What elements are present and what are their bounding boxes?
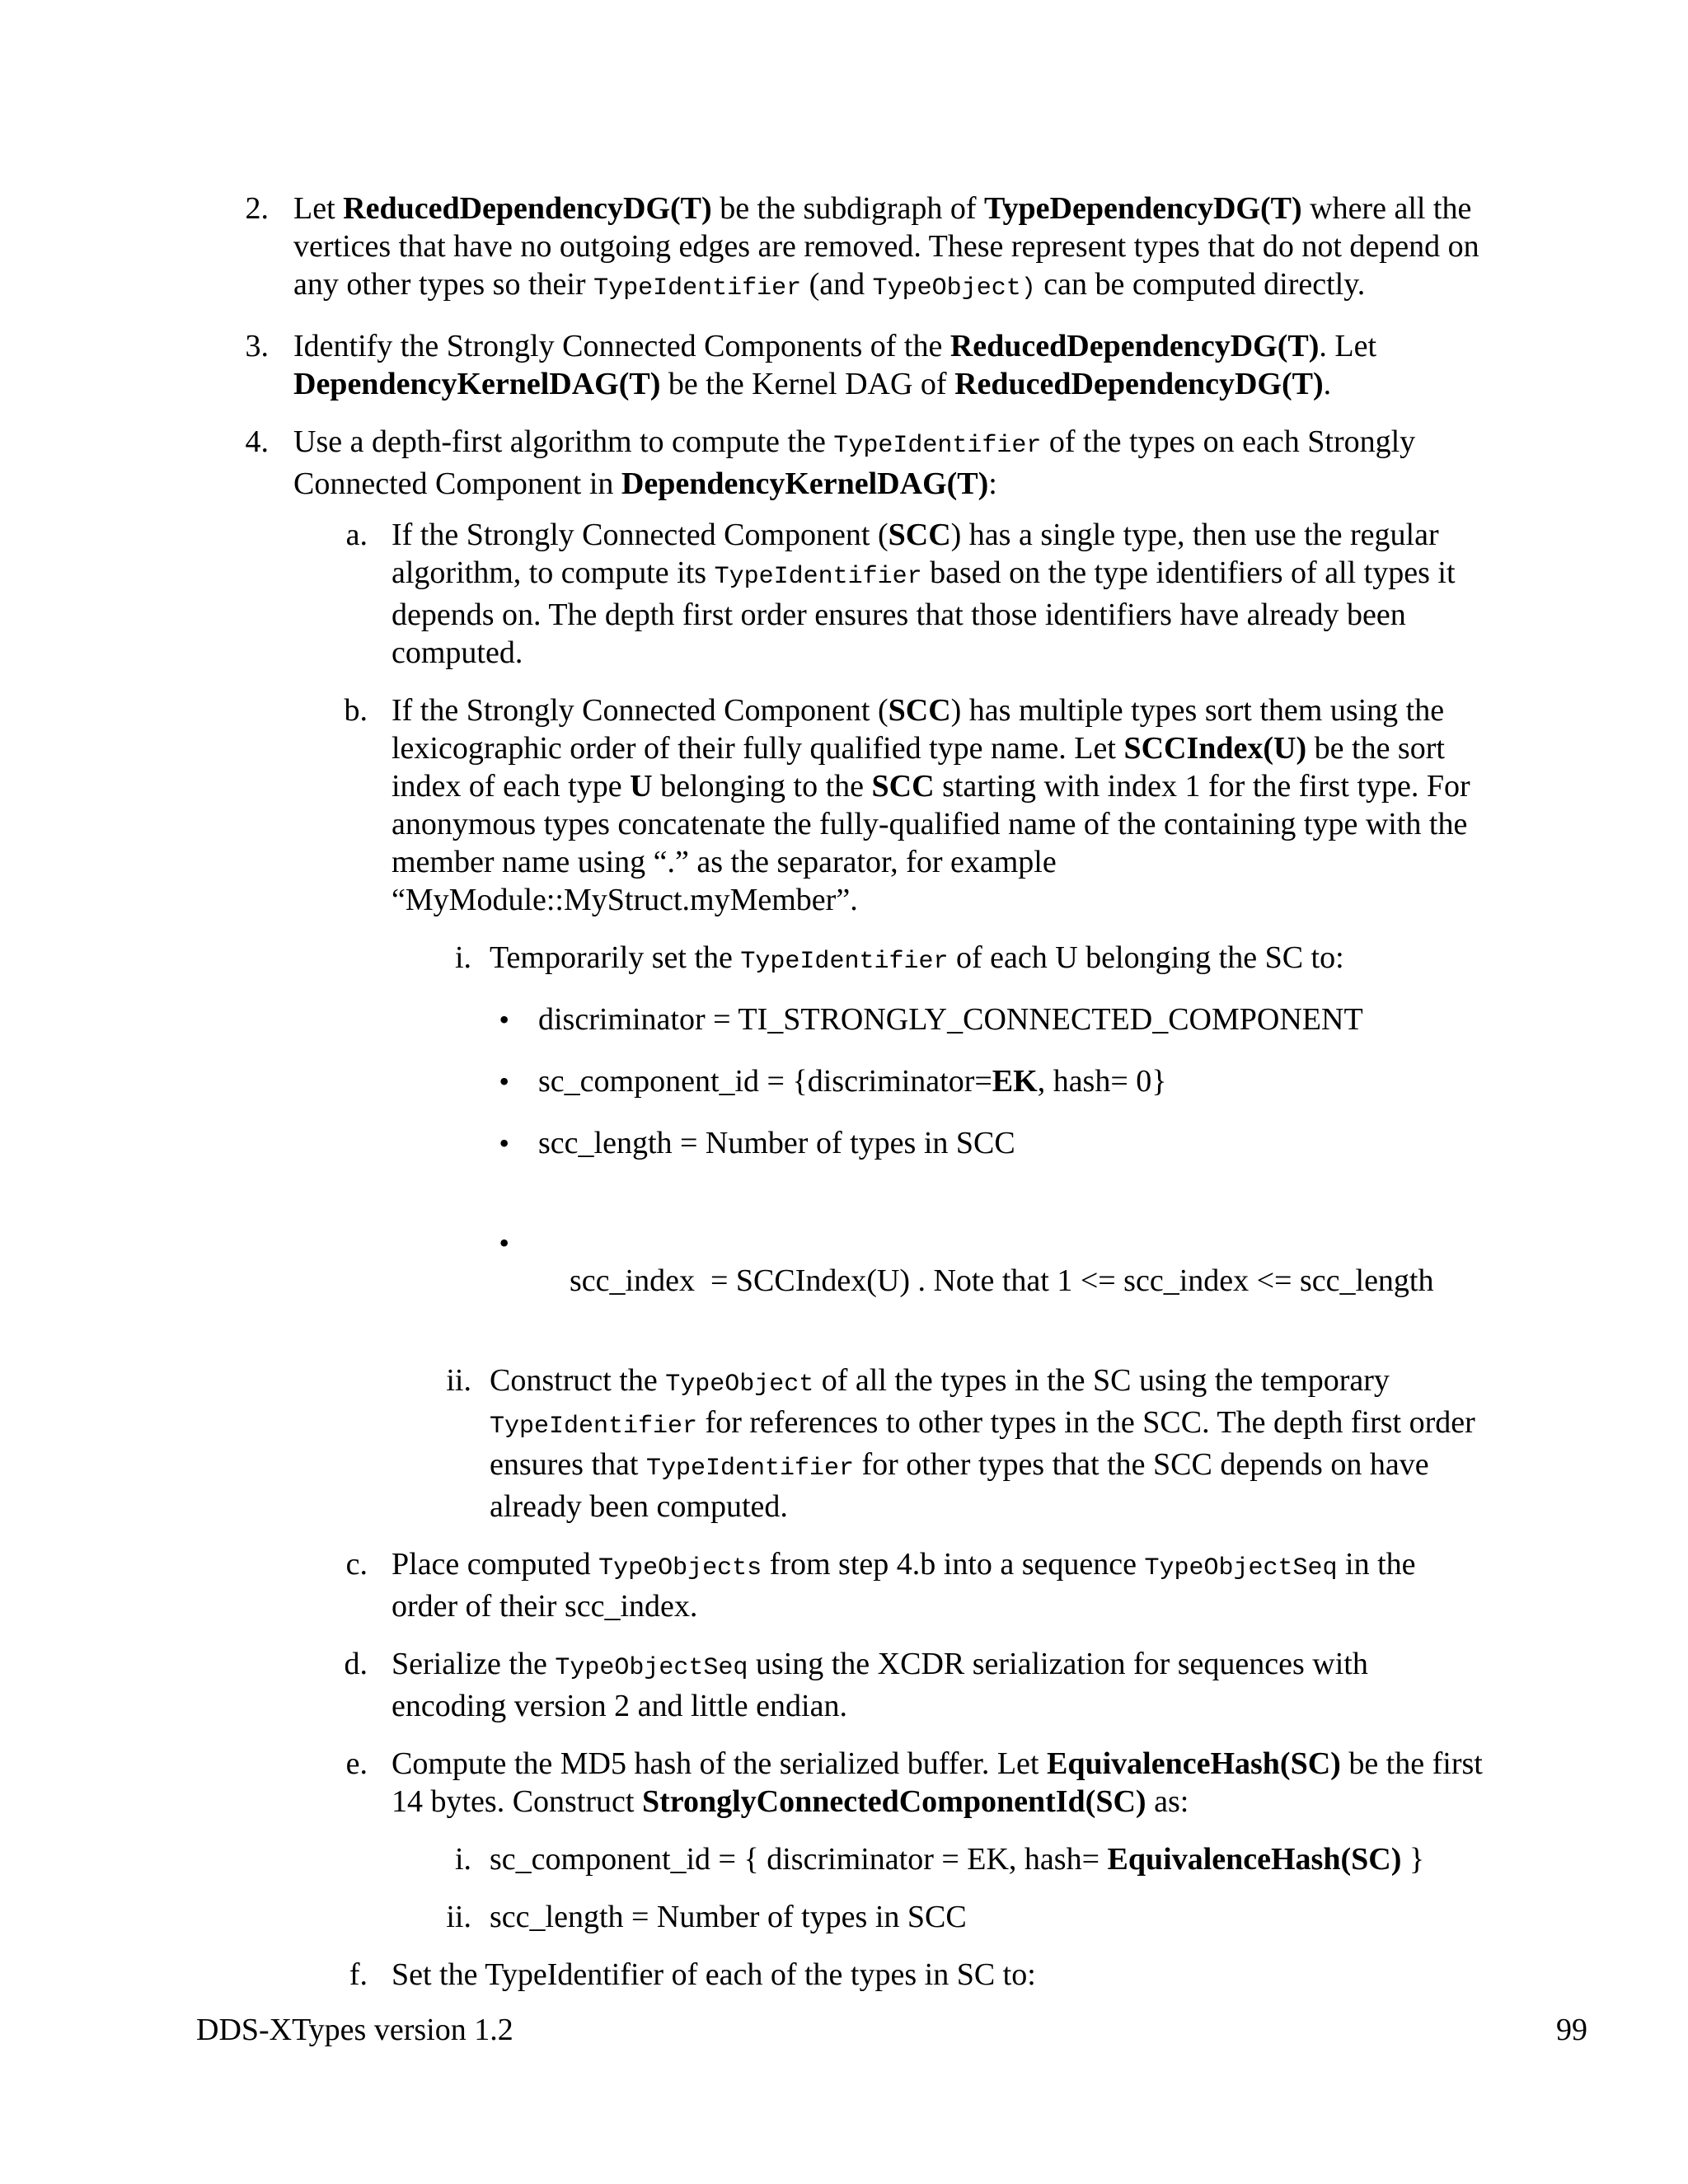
text: : [988, 466, 997, 501]
bullet-glyph: • [499, 1127, 509, 1160]
list-number: 2. [245, 191, 269, 226]
list-number: 3. [245, 329, 269, 363]
code-term: TypeIdentifier [490, 1413, 698, 1441]
bullet-item [0, 1124, 1490, 1162]
bold-term: ReducedDependencyDG(T) [343, 191, 712, 226]
bold-term: SCCIndex(U) [1123, 731, 1307, 766]
text: Identify the Strongly Connected Components of the [293, 329, 950, 363]
text: sc_component_id = { discriminator = EK, hash= [490, 1842, 1108, 1877]
list-letter: b. [344, 693, 368, 728]
code-term: TypeObjects [598, 1554, 762, 1582]
footer-title: DDS-XTypes version 1.2 [196, 2013, 513, 2047]
bold-term: SCC [871, 769, 935, 804]
list-item-step-4c [0, 1545, 1488, 1625]
list-item-step-4a [0, 516, 1488, 672]
text: (and [801, 267, 873, 302]
text: } [1401, 1842, 1425, 1877]
list-item-step-4b-i [0, 939, 1489, 981]
bold-term: EK [992, 1064, 1038, 1099]
page-number: 99 [1556, 2013, 1587, 2047]
list-item-step-4e-i [0, 1840, 1489, 1878]
bullet-item [0, 1062, 1490, 1100]
bold-term: U [630, 769, 653, 804]
text: , hash= 0} [1037, 1064, 1167, 1099]
bold-term: DependencyKernelDAG(T) [621, 466, 989, 501]
list-letter: c. [345, 1547, 368, 1582]
list-letter: d. [344, 1647, 368, 1681]
bold-term: StronglyConnectedComponentId(SC) [641, 1784, 1146, 1819]
text: Use a depth-first algorithm to compute the [293, 424, 834, 459]
text: ) has multiple types sort them using the lexicographic order of their fully qualified type name. Let [392, 693, 1445, 766]
text: Construct the [490, 1363, 666, 1398]
text: be the sort index of each type [392, 731, 1445, 804]
code-term: TypeIdentifier [593, 274, 802, 302]
code-term: TypeObject [665, 1371, 814, 1399]
list-item-step-4e [0, 1745, 1488, 1821]
bold-term: ReducedDependencyDG(T) [954, 367, 1324, 401]
text: of all the types in the SC using the temporary [814, 1363, 1390, 1398]
text: Set the TypeIdentifier of each of the types in SC to: [392, 1957, 1036, 1992]
bullet-glyph: • [499, 1003, 509, 1036]
text: where all the vertices that have no outgoing edges are removed. These represent types that do not depend on any other types so their [293, 191, 1479, 302]
text: . Let [1319, 329, 1376, 363]
text: sc_component_id = {discriminator= [538, 1064, 992, 1099]
text: . [1323, 367, 1332, 401]
bullet-glyph: • [499, 1226, 509, 1259]
text: from step 4.b into a sequence [762, 1547, 1145, 1582]
text: starting with index 1 for the first type. For anonymous types concatenate the fully-qualified name of the containing type with the member name using “.” as the separator, for example “MyModule::MyStruct.myMember”. [392, 769, 1470, 917]
text: be the first 14 bytes. Construct [392, 1746, 1483, 1819]
bold-term: ReducedDependencyDG(T) [950, 329, 1320, 363]
text: be the Kernel DAG of [660, 367, 955, 401]
text: Serialize the [392, 1647, 556, 1681]
code-term: TypeObject) [872, 274, 1036, 302]
list-item-step-4 [0, 423, 1489, 503]
list-number: 4. [245, 424, 269, 459]
text: Let [293, 191, 344, 226]
text: be the subdigraph of [711, 191, 984, 226]
bold-term: EquivalenceHash(SC) [1046, 1746, 1341, 1781]
list-item-step-4f [0, 1956, 1488, 1994]
text: Temporarily set the [490, 940, 741, 975]
text: scc_length = Number of types in SCC [490, 1900, 967, 1934]
bold-term: DependencyKernelDAG(T) [293, 367, 661, 401]
list-letter: a. [345, 518, 368, 552]
code-term: TypeObjectSeq [1144, 1554, 1338, 1582]
text: scc_index = SCCIndex(U) . Note that 1 <= scc_index <= scc_length [570, 1263, 1434, 1298]
text: of the types on each Strongly Connected Component in [293, 424, 1416, 501]
text: of each U belonging the SC to: [948, 940, 1344, 975]
list-item-step-4b-ii [0, 1361, 1489, 1526]
list-roman: ii. [446, 1900, 471, 1934]
bullet-glyph: • [499, 1065, 509, 1098]
text: can be computed directly. [1035, 267, 1366, 302]
list-letter: e. [345, 1746, 368, 1781]
bullet-item [0, 1186, 1490, 1338]
list-item-step-4b [0, 691, 1488, 919]
text: as: [1146, 1784, 1189, 1819]
text: If the Strongly Connected Component ( [392, 518, 889, 552]
text: for other types that the SCC depends on have already been computed. [490, 1447, 1429, 1524]
text: ) has a single type, then use the regular algorithm, to compute its [392, 518, 1439, 590]
bullet-item [0, 1001, 1490, 1038]
bold-term: TypeDependencyDG(T) [984, 191, 1302, 226]
text: If the Strongly Connected Component ( [392, 693, 889, 728]
code-term: TypeObjectSeq [555, 1654, 748, 1682]
list-item-step-4d [0, 1645, 1488, 1725]
bold-term: SCC [888, 693, 951, 728]
code-term: TypeIdentifier [714, 563, 922, 591]
code-term: TypeIdentifier [833, 432, 1042, 460]
text: Place computed [392, 1547, 599, 1582]
text: belonging to the [652, 769, 872, 804]
list-letter: f. [349, 1957, 368, 1992]
text: for references to other types in the SCC. The depth first order ensures that [490, 1405, 1475, 1482]
code-term: TypeIdentifier [740, 948, 949, 976]
text: scc_length = Number of types in SCC [538, 1126, 1015, 1160]
list-item-step-4e-ii [0, 1898, 1489, 1936]
list-roman: i. [454, 1842, 471, 1877]
text: using the XCDR serialization for sequences with encoding version 2 and little endian. [392, 1647, 1368, 1723]
list-roman: i. [454, 940, 471, 975]
text: discriminator = TI_STRONGLY_CONNECTED_COMPONENT [538, 1002, 1363, 1037]
text: Compute the MD5 hash of the serialized buffer. Let [392, 1746, 1047, 1781]
code-term: TypeIdentifier [645, 1455, 854, 1483]
document-body [0, 190, 1688, 2013]
list-roman: ii. [446, 1363, 471, 1398]
list-item-step-3 [0, 327, 1489, 403]
bold-term: EquivalenceHash(SC) [1107, 1842, 1402, 1877]
text: based on the type identifiers of all types it depends on. The depth first order ensures that those identifiers have already been computed. [392, 555, 1456, 670]
list-item-step-2 [0, 190, 1489, 307]
bold-term: SCC [888, 518, 951, 552]
text: in the order of their scc_index. [392, 1547, 1416, 1624]
